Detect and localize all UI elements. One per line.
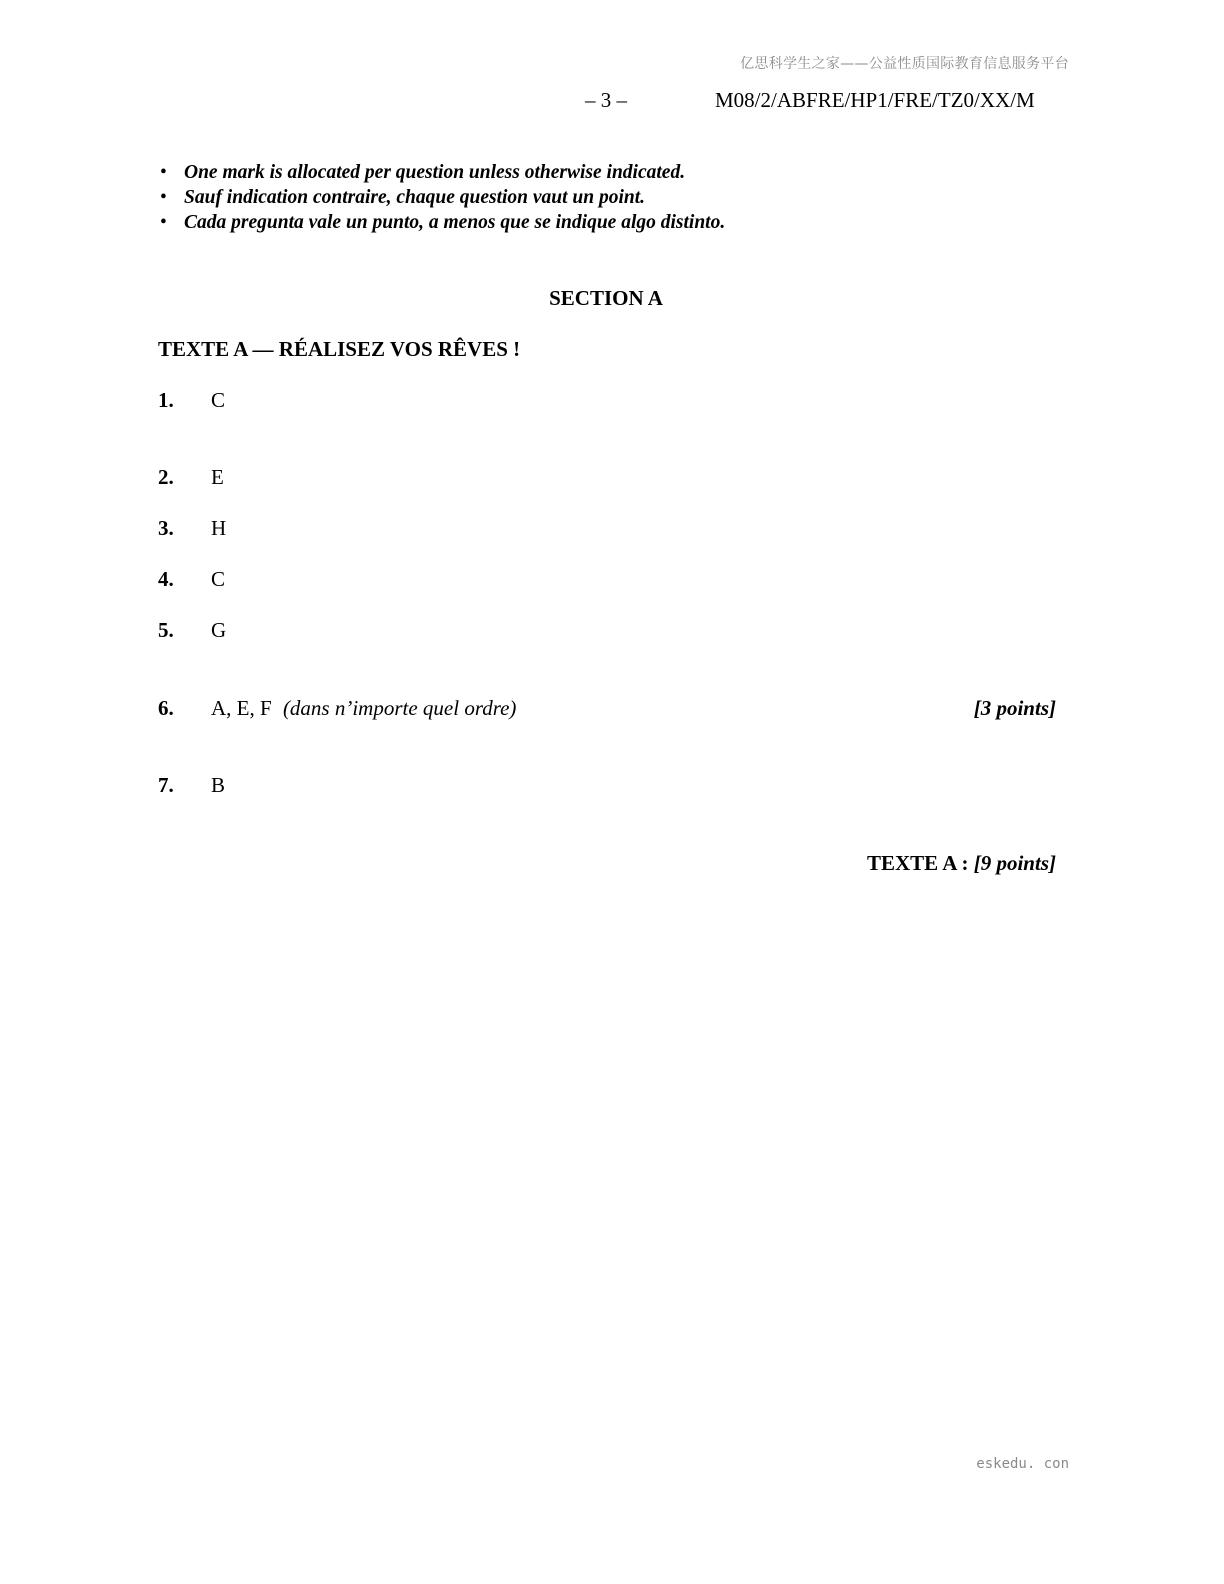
answer-note: (dans n’importe quel ordre)	[282, 696, 517, 720]
bullet-icon: •	[160, 162, 167, 183]
page-number: – 3 –	[585, 88, 627, 112]
note-text: Sauf indication contraire, chaque question vaut un point.	[184, 187, 646, 208]
note-item	[158, 210, 725, 235]
bullet-icon: •	[160, 212, 167, 233]
question-number: 5.	[158, 618, 174, 642]
answer-points: [3 points]	[973, 696, 1056, 720]
footer-watermark: eskedu. con	[976, 1456, 1069, 1472]
question-number: 2.	[158, 465, 174, 489]
total-label: TEXTE A :	[866, 851, 974, 875]
question-number: 7.	[158, 773, 174, 797]
answer-row	[158, 465, 1056, 493]
note-text: One mark is allocated per question unless otherwise indicated.	[184, 162, 686, 183]
answer-letters: A, E, F	[211, 696, 272, 720]
answer-row	[158, 388, 1056, 416]
question-number: 6.	[158, 696, 174, 720]
question-number: 4.	[158, 567, 174, 591]
text-title: TEXTE A — RÉALISEZ VOS RÊVES !	[158, 337, 521, 361]
answer-value: H	[211, 516, 227, 540]
answer-value: C	[211, 567, 226, 591]
answer-value: B	[211, 773, 226, 797]
note-item	[158, 160, 725, 185]
answer-row	[158, 773, 1056, 801]
document-code: M08/2/ABFRE/HP1/FRE/TZ0/XX/M	[715, 88, 1035, 112]
answer-row	[158, 618, 1056, 646]
header-watermark: 亿思科学生之家——公益性质国际教育信息服务平台	[740, 56, 1069, 72]
answer-value: E	[211, 465, 224, 489]
answer-value: G	[211, 618, 227, 642]
answer-row	[158, 516, 1056, 544]
answer-value: C	[211, 388, 226, 412]
marking-notes	[158, 160, 725, 235]
answer-row	[158, 696, 1056, 724]
note-text: Cada pregunta vale un punto, a menos que se indique algo distinto.	[184, 212, 726, 233]
answer-row	[158, 567, 1056, 595]
answer-value	[211, 696, 516, 721]
total-points: [9 points]	[973, 851, 1056, 875]
question-number: 1.	[158, 388, 174, 412]
text-total	[867, 851, 1056, 876]
note-item	[158, 185, 725, 210]
bullet-icon: •	[160, 187, 167, 208]
question-number: 3.	[158, 516, 174, 540]
section-title: SECTION A	[549, 286, 663, 310]
